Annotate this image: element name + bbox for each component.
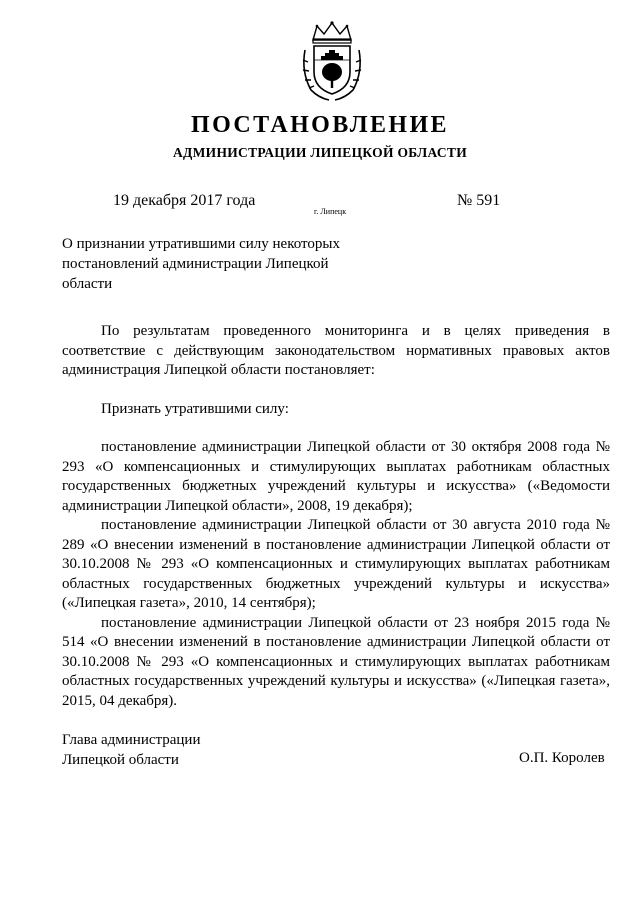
- issuing-authority: АДМИНИСТРАЦИИ ЛИПЕЦКОЙ ОБЛАСТИ: [172, 145, 468, 160]
- declare-paragraph: Признать утратившими силу:: [101, 400, 289, 417]
- coat-of-arms-icon: [299, 20, 365, 102]
- repealed-act-item: постановление администрации Липецкой области от 30 августа 2010 года № 289 «О внесении изменений в постановление администрации Липецкой области от 30.10.2008 № 293 «О компенсационных и стимулирующих выплатах работникам областных государственных бюджетных учреждений культуры и искусства» («Липецкая газета», 2010, 14 сентября);: [62, 517, 610, 611]
- repealed-act-item: постановление администрации Липецкой области от 30 октября 2008 года № 293 «О компенсационных и стимулирующих выплатах работникам областных государственных бюджетных учреждений культуры и искусства» («Ведомости администрации Липецкой области», 2008, 19 декабря);: [62, 439, 610, 514]
- repealed-act-item: постановление администрации Липецкой области от 23 ноября 2015 года № 514 «О внесении изменений в постановление администрации Липецкой области от 30.10.2008 № 293 «О компенсационных и стимулирующих выплатах работникам областных государственных учреждений культуры и искусства» («Липецкая газета», 2015, 04 декабря).: [62, 614, 610, 709]
- intro-paragraph: По результатам проведенного мониторинга и в целях приведения в соответствие с действующим законодательством нормативных правовых актов администрация Липецкой области постановляет:: [62, 323, 610, 378]
- subject-line: постановлений администрации Липецкой: [62, 256, 329, 272]
- document-title: ПОСТАНОВЛЕНИЕ: [191, 112, 449, 138]
- document-body: [62, 322, 610, 711]
- subject-line: О признании утратившими силу некоторых: [62, 236, 340, 252]
- signatory-position-line: Липецкой области: [62, 751, 179, 768]
- subject-line: области: [62, 276, 113, 292]
- document-date: 19 декабря 2017 года: [113, 192, 256, 209]
- signatory-position-line: Глава администрации: [62, 732, 201, 748]
- signatory-position: [62, 731, 200, 770]
- document-number: № 591: [457, 192, 501, 209]
- document-city: г. Липецк: [314, 207, 347, 216]
- signatory-name: О.П. Королев: [519, 750, 605, 766]
- document-subject: [62, 234, 362, 294]
